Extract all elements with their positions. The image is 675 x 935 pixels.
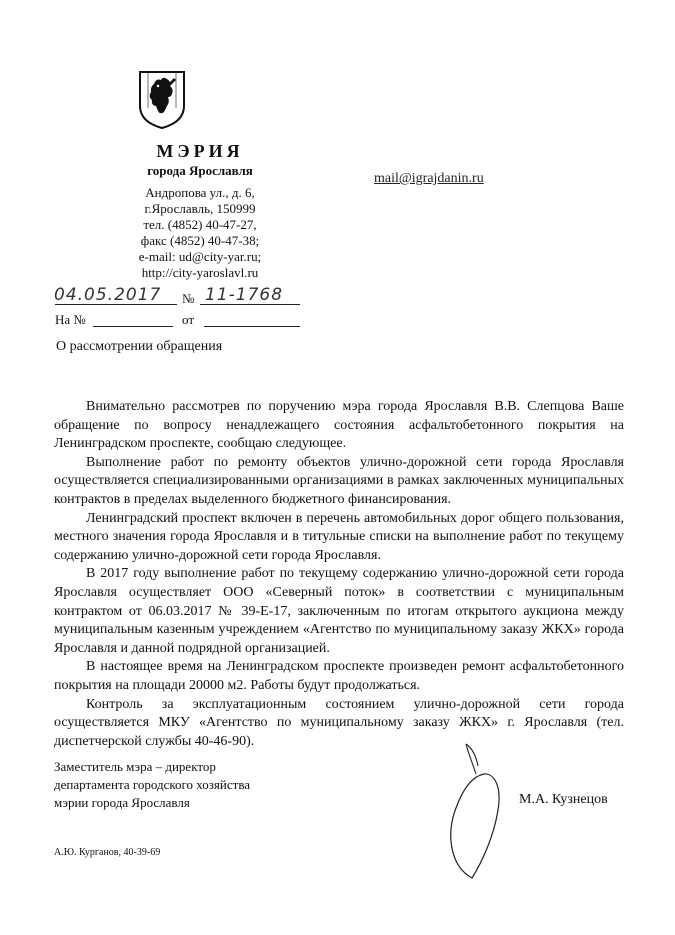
- signatory-position-line: департамента городского хозяйства: [54, 777, 251, 792]
- signatory-name: М.А. Кузнецов: [519, 792, 608, 807]
- letter-body: [54, 398, 624, 751]
- coat-of-arms-icon: [138, 70, 186, 130]
- fax-line: факс (4852) 40-47-38;: [140, 233, 260, 248]
- reference-underline: [93, 326, 173, 327]
- email-line: e-mail: ud@city-yar.ru;: [138, 249, 262, 264]
- org-subtitle: города Ярославля: [147, 163, 253, 178]
- org-title: МЭРИЯ: [156, 141, 244, 161]
- subject-line: О рассмотрении обращения: [56, 339, 223, 354]
- number-underline: [200, 304, 300, 305]
- reference-date-label: от: [182, 312, 195, 327]
- signatory-position: [54, 758, 250, 812]
- reference-date-underline: [204, 326, 300, 327]
- address-line: Андропова ул., д. 6,: [145, 185, 255, 200]
- date-underline: [55, 304, 177, 305]
- number-symbol: №: [182, 291, 195, 306]
- executor-info: А.Ю. Курганов, 40-39-69: [54, 847, 161, 858]
- body-paragraph: В настоящее время на Ленинградском проспекте произведен ремонт асфальтобетонного покрытия на площади 20000 м2. Работы будут продолжаться.: [54, 659, 624, 693]
- addressee-email[interactable]: mail@igrajdanin.ru: [374, 171, 484, 186]
- address-line: г.Ярославль, 150999: [144, 201, 256, 216]
- body-paragraph: Выполнение работ по ремонту объектов улично-дорожной сети города Ярославля осуществляется специализированными организациями в рамках заключенных муниципальных контрактов в пределах выделенного бюджетного финансирования.: [54, 454, 624, 507]
- body-paragraph: Ленинградский проспект включен в перечень автомобильных дорог общего пользования, местного значения города Ярославля и в титульные списки на выполнение работ по текущему содержанию улично-дорожной сети города Ярославля.: [54, 510, 624, 563]
- website-line: http://city-yaroslavl.ru: [141, 265, 259, 280]
- signatory-position-line: Заместитель мэра – директор: [54, 759, 216, 774]
- reference-label: На №: [55, 312, 86, 327]
- body-paragraph: Контроль за эксплуатационным состоянием улично-дорожной сети города осуществляется МКУ «Агентство по муниципальному заказу ЖКХ» г. Ярославля (тел. диспетчерской службы 40-46-90).: [54, 696, 624, 749]
- signatory-position-line: мэрии города Ярославля: [54, 795, 190, 810]
- handwritten-date: 04.05.2017: [54, 285, 162, 305]
- body-paragraph: Внимательно рассмотрев по поручению мэра города Ярославля В.В. Слепцова Ваше обращение по вопросу ненадлежащего состояния асфальтобетонного покрытия на Ленинградском проспекте, сообщаю следующее.: [54, 399, 624, 452]
- body-paragraph: В 2017 году выполнение работ по текущему содержанию улично-дорожной сети города Ярославля осуществляет ООО «Северный поток» в соответствии с муниципальным контрактом от 06.03.2017 № 39-Е-17, заключенным по итогам открытого аукциона между муниципальным казенным учреждением «Агентство по муниципальному заказу ЖКХ» города Ярославля и данной подрядной организацией.: [54, 566, 624, 656]
- handwritten-number: 11-1768: [205, 285, 284, 305]
- handwritten-signature: [442, 738, 522, 888]
- phone-line: тел. (4852) 40-47-27,: [143, 217, 257, 232]
